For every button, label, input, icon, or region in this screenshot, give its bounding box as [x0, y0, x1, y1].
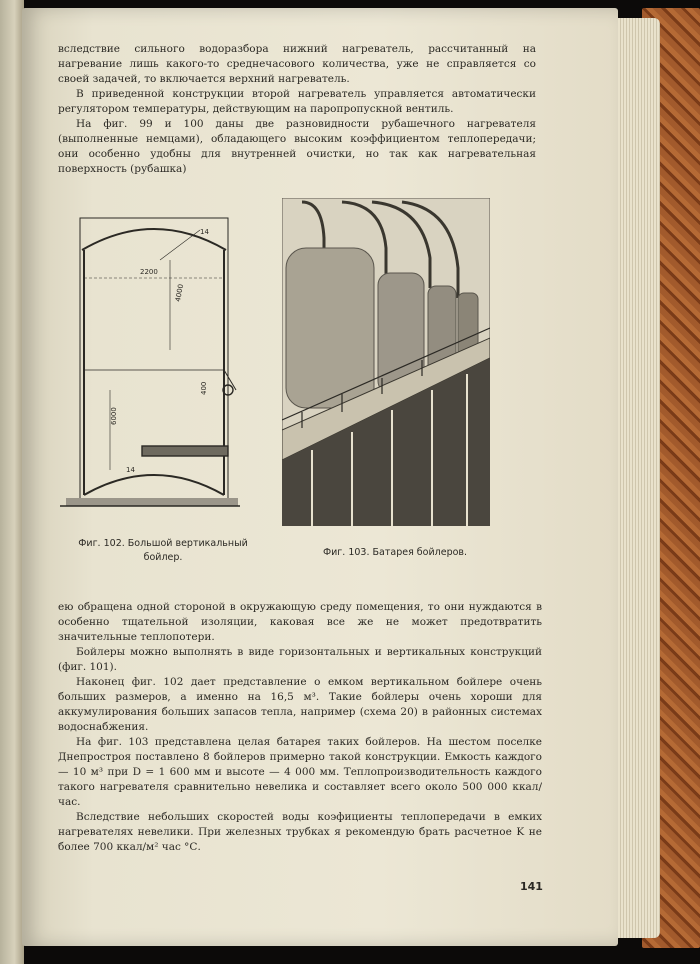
- dim-label: 14: [126, 466, 135, 474]
- paragraph: Бойлеры можно выполнять в виде горизонтальных и вертикальных конструкций (фиг. 101).: [58, 646, 542, 673]
- dim-label: 2200: [140, 268, 158, 276]
- paragraph: Наконец фиг. 102 дает представление о емком вертикальном бойлере очень больших размеров, а именно на 16,5 м³. Такие бойлеры очень хороши для аккумулирования больших запасов тепла, например (схема 20) в районных системах водоснабжения.: [58, 676, 542, 733]
- paragraph: На фиг. 99 и 100 даны две разновидности рубашечного нагревателя (выполненные немцами), обладающего высоким коэффициентом теплопередачи; они особенно удобны для внутренней очистки, но так как нагревательная поверхность (рубашка): [58, 118, 536, 175]
- dim-label: 4000: [174, 283, 186, 303]
- boiler-drawing-figure: [60, 210, 240, 515]
- bottom-text-block: [58, 600, 542, 855]
- dim-label: 400: [200, 381, 208, 395]
- paragraph: ею обращена одной стороной в окружающую среду помещения, то они нуждаются в особенно тщательной изоляции, каковая все же не может предотвратить значительные теплопотери.: [58, 601, 542, 643]
- paragraph: На фиг. 103 представлена целая батарея таких бойлеров. На шестом поселке Днепростроя поставлено 8 бойлеров примерно такой конструкции. Емкость каждого — 10 м³ при D = 1 600 мм и высоте — 4 000 мм. Теплопроизводительность каждого такого нагревателя сравнительно невелика и составляет всего около 500 000 ккал/час.: [58, 736, 542, 808]
- dim-label: 6000: [110, 407, 118, 425]
- boiler-battery-photo: [282, 198, 490, 526]
- figure-103-caption: Фиг. 103. Батарея бойлеров.: [322, 547, 468, 558]
- left-page-edge: [0, 0, 24, 964]
- top-text-block: [58, 42, 536, 177]
- paragraph: Вследствие небольших скоростей воды коэфициенты теплопередачи в емких нагревателях невелики. При железных трубках я рекомендую брать расчетное K не более 700 ккал/м² час °С.: [58, 811, 542, 853]
- page-number: 141: [520, 880, 543, 893]
- dim-label: 14: [200, 228, 209, 236]
- paragraph: вследствие сильного водоразбора нижний нагреватель, рассчитанный на нагревание лишь какого-то среднечасового количества, уже не справляется со своей задачей, то включается верхний нагреватель.: [58, 43, 536, 85]
- figure-102-caption: Фиг. 102. Большой вертикальный бойлер.: [78, 538, 248, 563]
- page-stack-edge: [612, 18, 660, 938]
- paragraph: В приведенной конструкции второй нагреватель управляется автоматически регулятором температуры, действующим на паропропускной вентиль.: [58, 88, 536, 115]
